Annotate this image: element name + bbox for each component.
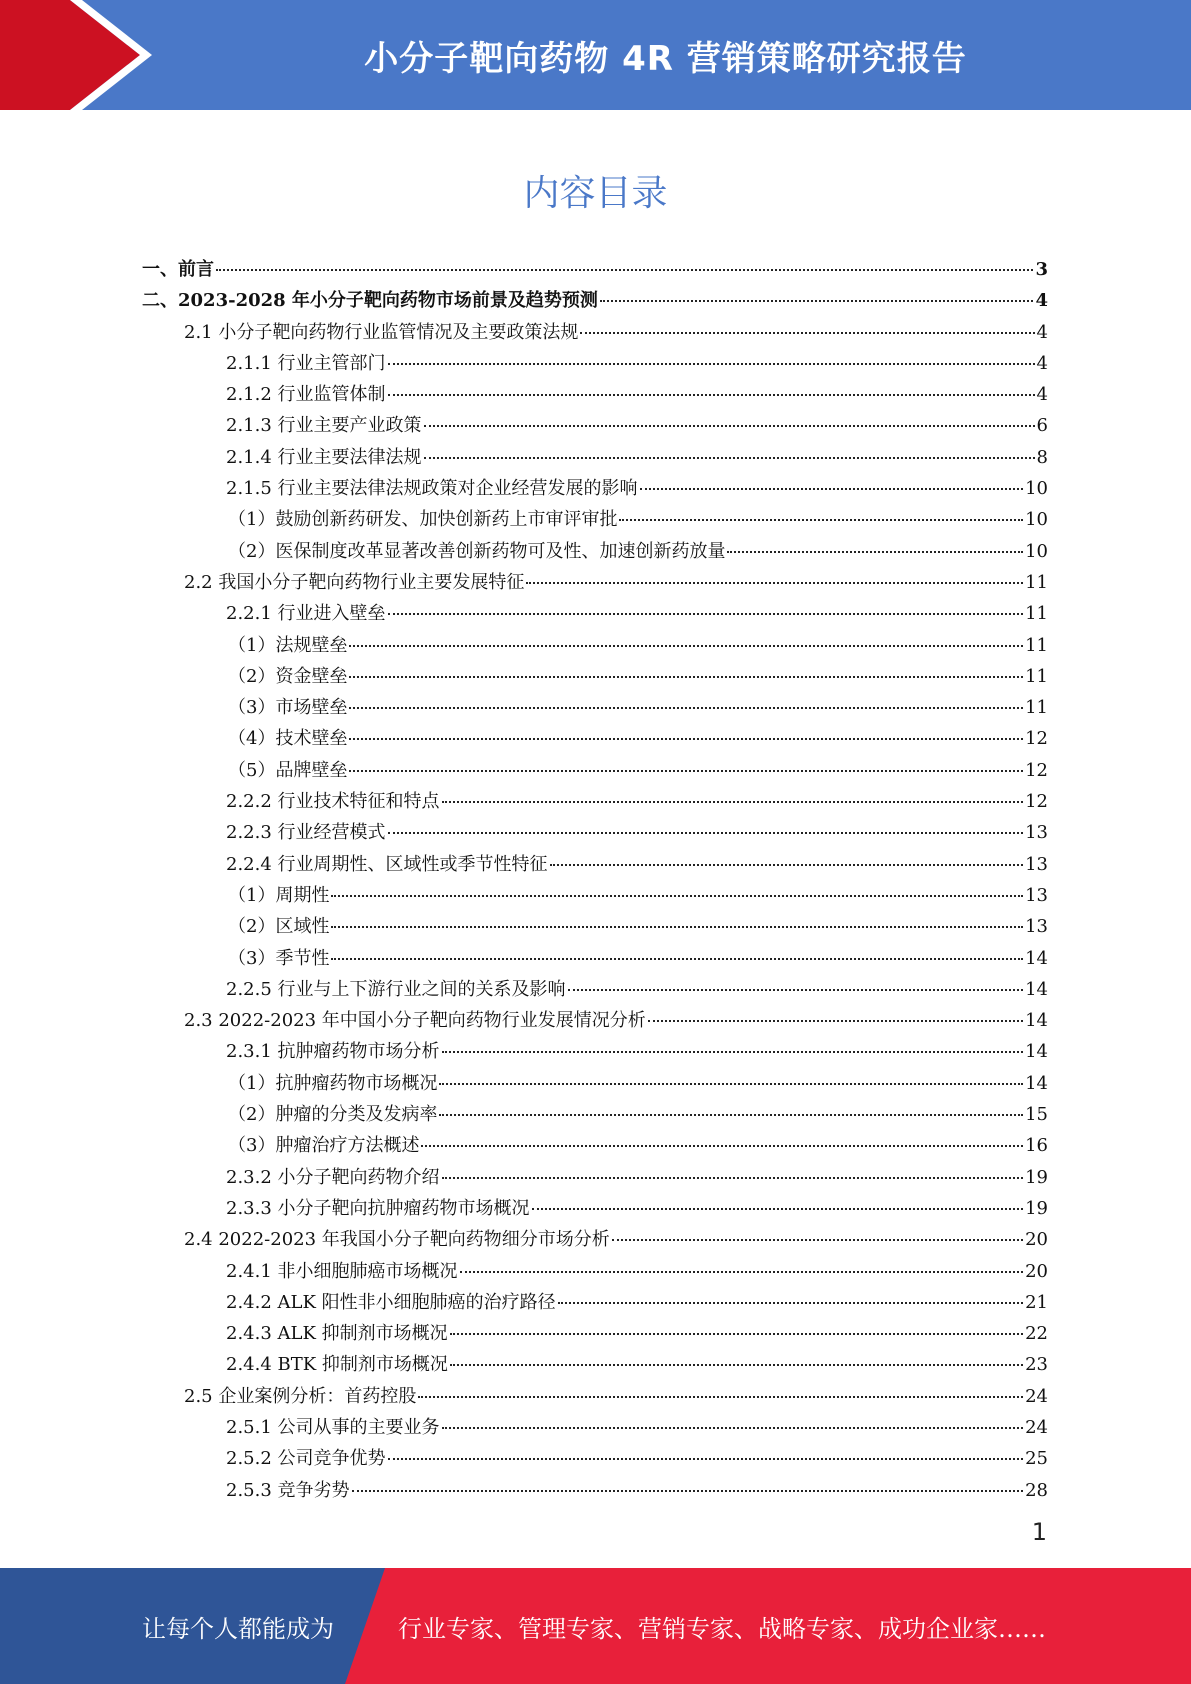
toc-entry[interactable] [142, 1256, 1048, 1287]
toc-entry-text: （2）区域性 [228, 916, 330, 938]
toc-page-number: 10 [1025, 509, 1048, 531]
toc-page-number: 24 [1025, 1385, 1048, 1407]
toc-entry-text: 2.4 2022-2023 年我国小分子靶向药物细分市场分析 [184, 1229, 610, 1251]
toc-dot-leader [424, 425, 1035, 427]
report-title: 小分子靶向药物 4R 营销策略研究报告 [364, 38, 967, 79]
toc-page-number: 4 [1036, 352, 1048, 374]
toc-dot-leader [619, 519, 1023, 521]
toc-page-number: 14 [1025, 1072, 1048, 1094]
footer-band [0, 1568, 1191, 1684]
toc-entry-text: 2.2.5 行业与上下游行业之间的关系及影响 [226, 978, 566, 1000]
toc-page-number: 8 [1036, 446, 1048, 468]
toc-page-number: 11 [1025, 571, 1048, 593]
toc-page-number: 15 [1025, 1104, 1048, 1126]
toc-entry-text: 2.1.3 行业主要产业政策 [226, 415, 422, 437]
toc-entry[interactable] [142, 317, 1048, 348]
toc-dot-leader [558, 1302, 1023, 1304]
toc-page-number: 21 [1025, 1291, 1048, 1313]
toc-dot-leader [352, 1490, 1024, 1492]
toc-entry-text: 二、2023-2028 年小分子靶向药物市场前景及趋势预测 [142, 290, 598, 312]
toc-page-number: 19 [1025, 1197, 1048, 1219]
toc-entry[interactable] [142, 473, 1048, 504]
toc-entry[interactable] [142, 1475, 1048, 1506]
toc-dot-leader [216, 269, 1033, 271]
toc-entry-text: 2.2.3 行业经营模式 [226, 822, 386, 844]
toc-entry[interactable] [142, 348, 1048, 379]
toc-entry-text: 2.2.4 行业周期性、区域性或季节性特征 [226, 853, 548, 875]
toc-dot-leader [600, 300, 1034, 302]
toc-entry-text: 2.5.1 公司从事的主要业务 [226, 1416, 440, 1438]
toc-entry[interactable] [142, 504, 1048, 535]
toc-dot-leader [442, 801, 1024, 803]
toc-entry-text: 2.1.4 行业主要法律法规 [226, 446, 422, 468]
toc-entry-text: （2）肿瘤的分类及发病率 [228, 1104, 438, 1126]
toc-page-number: 11 [1025, 697, 1048, 719]
toc-dot-leader [349, 707, 1023, 709]
toc-dot-leader [331, 895, 1023, 897]
toc-entry-text: （2）资金壁垒 [228, 665, 348, 687]
toc-page-number: 20 [1025, 1260, 1048, 1282]
toc-dot-leader [331, 958, 1023, 960]
toc-dot-leader [648, 1020, 1023, 1022]
toc-page-number: 12 [1025, 728, 1048, 750]
toc-entry[interactable] [142, 1318, 1048, 1349]
toc-entry-text: （5）品牌壁垒 [228, 759, 348, 781]
toc-entry-text: 一、前言 [142, 259, 214, 280]
toc-dot-leader [418, 1396, 1023, 1398]
toc-dot-leader [612, 1239, 1023, 1241]
toc-dot-leader [568, 989, 1024, 991]
toc-entry[interactable] [142, 1193, 1048, 1224]
toc-page-number: 16 [1025, 1135, 1048, 1157]
toc-dot-leader [532, 1208, 1024, 1210]
toc-entry[interactable] [142, 661, 1048, 692]
toc-entry[interactable] [142, 723, 1048, 754]
toc-dot-leader [442, 1051, 1024, 1053]
toc-dot-leader [424, 457, 1035, 459]
header-band [0, 0, 1191, 110]
toc-dot-leader [460, 1271, 1024, 1273]
toc-page-number: 4 [1036, 384, 1048, 406]
toc-page-number: 6 [1036, 415, 1048, 437]
toc-entry-text: 2.5.3 竞争劣势 [226, 1479, 350, 1501]
toc-entry-text: （1）鼓励创新药研发、加快创新药上市审评审批 [228, 509, 618, 531]
toc-entry[interactable] [142, 598, 1048, 629]
toc-page-number: 10 [1025, 540, 1048, 562]
toc-entry-text: 2.2.2 行业技术特征和特点 [226, 791, 440, 813]
toc-entry[interactable] [142, 943, 1048, 974]
toc-entry-text: 2.5.2 公司竞争优势 [226, 1448, 386, 1470]
toc-dot-leader [388, 613, 1024, 615]
toc-page-number: 14 [1025, 1010, 1048, 1032]
toc-entry-text: 2.3.2 小分子靶向药物介绍 [226, 1166, 440, 1188]
toc-entry[interactable] [142, 692, 1048, 723]
toc-page-number: 4 [1035, 290, 1048, 312]
toc-entry-text: 2.2 我国小分子靶向药物行业主要发展特征 [184, 571, 525, 593]
toc-entry-text: （1）周期性 [228, 884, 330, 906]
toc-page-number: 14 [1025, 978, 1048, 1000]
toc-entry[interactable] [142, 1224, 1048, 1255]
toc-page-number: 22 [1025, 1323, 1048, 1345]
toc-entry-text: 2.4.4 BTK 抑制剂市场概况 [226, 1354, 448, 1376]
toc-page-number: 19 [1025, 1166, 1048, 1188]
toc-entry-text: 2.3.3 小分子靶向抗肿瘤药物市场概况 [226, 1197, 530, 1219]
toc-page-number: 3 [1035, 259, 1048, 280]
toc-page-number: 23 [1025, 1354, 1048, 1376]
toc-dot-leader [439, 1114, 1023, 1116]
toc-entry[interactable] [142, 1381, 1048, 1412]
toc-entry[interactable] [142, 630, 1048, 661]
toc-entry[interactable] [142, 1162, 1048, 1193]
toc-entry[interactable] [142, 880, 1048, 911]
toc-dot-leader [349, 645, 1023, 647]
toc-entry[interactable] [142, 379, 1048, 410]
toc-dot-leader [526, 582, 1023, 584]
toc-dot-leader [439, 1083, 1023, 1085]
toc-entry-text: （3）肿瘤治疗方法概述 [228, 1135, 420, 1157]
toc-entry-text: （1）抗肿瘤药物市场概况 [228, 1072, 438, 1094]
toc-entry[interactable] [142, 911, 1048, 942]
toc-page-number: 14 [1025, 947, 1048, 969]
toc-entry[interactable] [142, 1287, 1048, 1318]
toc-entry[interactable] [142, 1412, 1048, 1443]
toc-dot-leader [349, 738, 1023, 740]
toc-entry[interactable] [142, 974, 1048, 1005]
toc-dot-leader [640, 488, 1024, 490]
toc-page-number: 12 [1025, 791, 1048, 813]
toc-page-number: 28 [1025, 1479, 1048, 1501]
toc-entry-text: 2.1.2 行业监管体制 [226, 384, 386, 406]
toc-entry-text: 2.4.2 ALK 阳性非小细胞肺癌的治疗路径 [226, 1291, 556, 1313]
toc-dot-leader [580, 332, 1034, 334]
toc-entry-text: （1）法规壁垒 [228, 634, 348, 656]
toc-entry[interactable] [142, 755, 1048, 786]
toc-entry[interactable] [142, 1130, 1048, 1161]
toc-page-number: 12 [1025, 759, 1048, 781]
toc-dot-leader [727, 551, 1023, 553]
toc-heading: 内容目录 [523, 173, 668, 214]
table-of-contents [142, 254, 1048, 1506]
toc-dot-leader [450, 1364, 1023, 1366]
toc-entry[interactable] [142, 1443, 1048, 1474]
toc-entry[interactable] [142, 285, 1048, 316]
toc-entry[interactable] [142, 817, 1048, 848]
toc-page-number: 11 [1025, 634, 1048, 656]
toc-dot-leader [388, 1458, 1024, 1460]
toc-entry[interactable] [142, 410, 1048, 441]
toc-dot-leader [442, 1427, 1024, 1429]
toc-entry-text: （3）季节性 [228, 947, 330, 969]
toc-page-number: 10 [1025, 478, 1048, 500]
toc-dot-leader [349, 770, 1023, 772]
toc-page-number: 24 [1025, 1416, 1048, 1438]
toc-entry-text: 2.2.1 行业进入壁垒 [226, 603, 386, 625]
toc-entry[interactable] [142, 442, 1048, 473]
footer-slogan-left: 让每个人都能成为 [142, 1614, 334, 1643]
footer-slogan-right: 行业专家、管理专家、营销专家、战略专家、成功企业家…… [398, 1614, 1046, 1643]
chevron-logo-icon [0, 0, 160, 110]
toc-entry-text: 2.1.1 行业主管部门 [226, 352, 386, 374]
toc-dot-leader [388, 394, 1035, 396]
toc-entry-text: （2）医保制度改革显著改善创新药物可及性、加速创新药放量 [228, 540, 726, 562]
toc-page-number: 20 [1025, 1229, 1048, 1251]
toc-dot-leader [388, 832, 1024, 834]
toc-entry-text: 2.5 企业案例分析：首药控股 [184, 1385, 417, 1407]
toc-page-number: 11 [1025, 603, 1048, 625]
toc-entry-text: 2.1.5 行业主要法律法规政策对企业经营发展的影响 [226, 478, 638, 500]
toc-entry[interactable] [142, 536, 1048, 567]
toc-entry[interactable] [142, 1349, 1048, 1380]
toc-dot-leader [442, 1177, 1024, 1179]
toc-page-number: 13 [1025, 853, 1048, 875]
toc-entry-text: 2.4.1 非小细胞肺癌市场概况 [226, 1260, 458, 1282]
toc-entry[interactable] [142, 1005, 1048, 1036]
toc-page-number: 11 [1025, 665, 1048, 687]
toc-dot-leader [421, 1145, 1023, 1147]
toc-page-number: 25 [1025, 1448, 1048, 1470]
toc-entry-text: 2.1 小分子靶向药物行业监管情况及主要政策法规 [184, 321, 579, 343]
toc-page-number: 4 [1036, 321, 1048, 343]
toc-page-number: 13 [1025, 822, 1048, 844]
toc-entry-text: 2.3 2022-2023 年中国小分子靶向药物行业发展情况分析 [184, 1010, 646, 1032]
toc-page-number: 13 [1025, 916, 1048, 938]
toc-dot-leader [331, 926, 1023, 928]
toc-entry[interactable] [142, 786, 1048, 817]
toc-dot-leader [388, 363, 1035, 365]
toc-page-number: 14 [1025, 1041, 1048, 1063]
toc-entry[interactable] [142, 1099, 1048, 1130]
toc-entry[interactable] [142, 1036, 1048, 1067]
toc-entry[interactable] [142, 849, 1048, 880]
toc-entry[interactable] [142, 567, 1048, 598]
toc-entry-text: 2.3.1 抗肿瘤药物市场分析 [226, 1041, 440, 1063]
toc-entry-text: （3）市场壁垒 [228, 697, 348, 719]
toc-dot-leader [550, 864, 1024, 866]
toc-entry[interactable] [142, 1068, 1048, 1099]
toc-entry[interactable] [142, 254, 1048, 285]
toc-page-number: 13 [1025, 884, 1048, 906]
toc-entry-text: 2.4.3 ALK 抑制剂市场概况 [226, 1323, 448, 1345]
page-number: 1 [1031, 1518, 1047, 1546]
toc-entry-text: （4）技术壁垒 [228, 728, 348, 750]
toc-dot-leader [349, 676, 1023, 678]
toc-dot-leader [450, 1333, 1023, 1335]
